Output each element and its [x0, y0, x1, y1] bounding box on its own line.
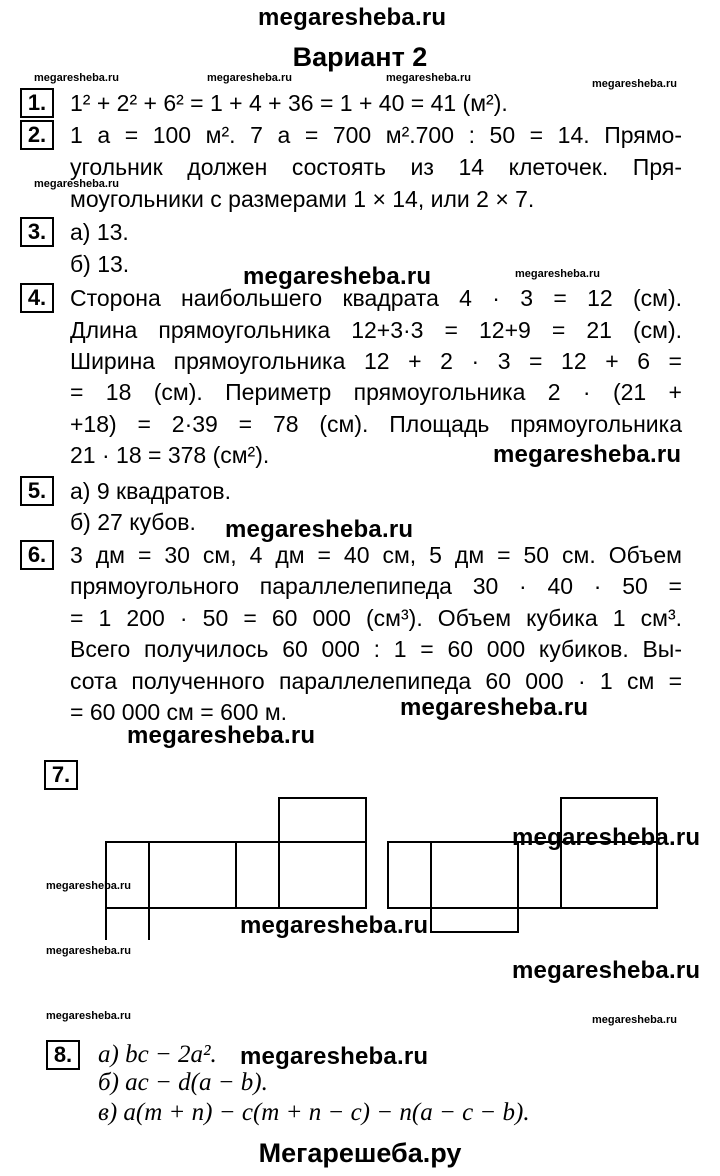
net-face	[106, 842, 149, 908]
problem-4-line: Длина прямоугольника 12+3·3 = 12+9 = 21 (см).	[70, 317, 682, 343]
net-face	[236, 842, 279, 908]
problem-4-line: 21 · 18 = 378 (см²).	[70, 442, 270, 468]
problem-4-line: = 18 (см). Периметр прямоугольника 2 · (21 +	[70, 379, 682, 405]
problem-5-line: б) 27 кубов.	[70, 509, 196, 535]
problem-8-number: 8.	[46, 1040, 80, 1070]
problem-6-line: Всего получилось 60 000 : 1 = 60 000 кубиков. Вы-	[70, 636, 682, 662]
net-face	[431, 842, 518, 908]
watermark: megaresheba.ru	[240, 912, 429, 939]
problem-6-line: = 1 200 · 50 = 60 000 (см³). Объем кубика 1 см³.	[70, 605, 682, 631]
net-face	[561, 842, 657, 908]
watermark: megaresheba.ru	[225, 516, 414, 543]
header-site: megaresheba.ru	[258, 4, 447, 31]
problem-2-line: моугольники с размерами 1 × 14, или 2 × 7.	[70, 186, 535, 212]
problem-4-line: Ширина прямоугольника 12 + 2 · 3 = 12 + 6 =	[70, 348, 682, 374]
problem-5-number: 5.	[20, 476, 54, 506]
net-face	[431, 908, 518, 932]
problem-5-line: а) 9 квадратов.	[70, 478, 232, 504]
net-face	[518, 842, 561, 908]
watermark: megaresheba.ru	[512, 957, 701, 984]
problem-6-number: 6.	[20, 540, 54, 570]
watermark: megaresheba.ru	[243, 263, 432, 290]
net-face	[561, 798, 657, 842]
watermark: megaresheba.ru	[34, 72, 119, 84]
problem-8-line: а) bc − 2a².	[98, 1041, 217, 1068]
watermark: megaresheba.ru	[493, 441, 682, 468]
problem-4-line: Сторона наибольшего квадрата 4 · 3 = 12 (см).	[70, 285, 682, 311]
problem-6-line: = 60 000 см = 600 м.	[70, 699, 288, 725]
watermark: megaresheba.ru	[400, 694, 589, 721]
watermark: megaresheba.ru	[46, 1010, 131, 1022]
problem-7-number: 7.	[44, 760, 78, 790]
watermark: megaresheba.ru	[127, 722, 316, 749]
net-face	[106, 908, 149, 940]
net-face	[279, 842, 366, 908]
problem-4-number: 4.	[20, 283, 54, 313]
problem-3-number: 3.	[20, 217, 54, 247]
watermark: megaresheba.ru	[34, 178, 119, 190]
net-face	[149, 842, 236, 908]
page-title: Вариант 2	[292, 42, 428, 72]
problem-1-number: 1.	[20, 88, 54, 118]
problem-6-line: сота полученного параллелепипеда 60 000 · 1 см =	[70, 668, 682, 694]
problem-2-line: 1 а = 100 м². 7 а = 700 м².700 : 50 = 14. Прямо-	[70, 122, 682, 148]
watermark: megaresheba.ru	[240, 1043, 429, 1070]
problem-4-line: +18) = 2·39 = 78 (см). Площадь прямоугольника	[70, 411, 682, 437]
problem-2-line: угольник должен состоять из 14 клеточек. Пря-	[70, 154, 682, 180]
problem-8-line: б) ac − d(a − b).	[98, 1069, 268, 1096]
watermark: megaresheba.ru	[512, 824, 701, 851]
problem-2-number: 2.	[20, 120, 54, 150]
watermark: megaresheba.ru	[515, 268, 600, 280]
watermark: megaresheba.ru	[592, 1014, 677, 1026]
net-face	[279, 798, 366, 842]
problem-6-line: 3 дм = 30 см, 4 дм = 40 см, 5 дм = 50 см. Объем	[70, 542, 682, 568]
watermark: megaresheba.ru	[46, 945, 131, 957]
problem-1-line: 1² + 2² + 6² = 1 + 4 + 36 = 1 + 40 = 41 (м²).	[70, 90, 508, 116]
net-face	[388, 842, 431, 908]
watermark: megaresheba.ru	[592, 78, 677, 90]
cube-nets-figure	[0, 780, 720, 940]
problem-8-line: в) a(m + n) − c(m + n − c) − n(a − c − b).	[98, 1099, 530, 1126]
problem-3-line: б) 13.	[70, 251, 130, 277]
watermark: megaresheba.ru	[46, 880, 131, 892]
problem-6-line: прямоугольного параллелепипеда 30 · 40 · 50 =	[70, 573, 682, 599]
watermark: megaresheba.ru	[207, 72, 292, 84]
problem-3-line: а) 13.	[70, 219, 129, 245]
watermark: megaresheba.ru	[386, 72, 471, 84]
footer-site: Мегарешеба.ру	[258, 1138, 462, 1168]
